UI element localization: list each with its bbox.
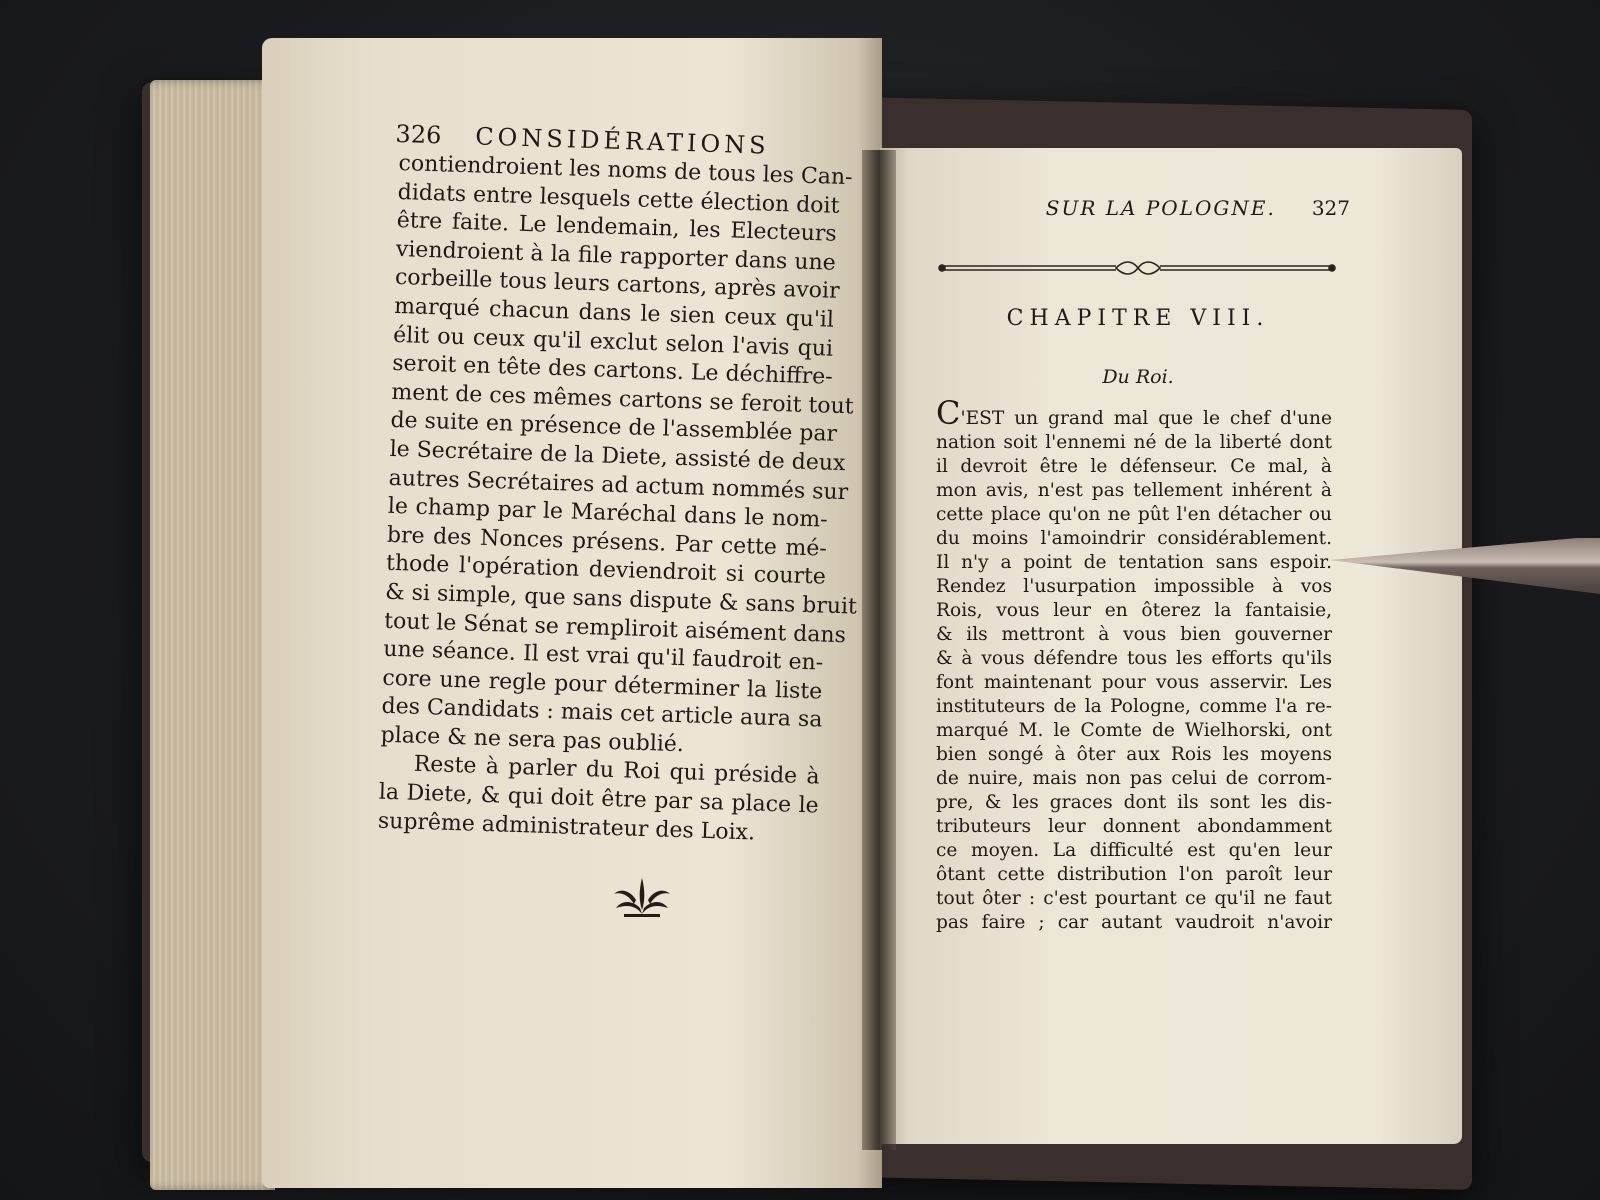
left-text-line: & si simple, que sans dispute & sans bruit — [384, 579, 858, 620]
drop-cap: C — [936, 394, 961, 432]
left-text-line: viendroient à la file rapporter dans une — [395, 236, 837, 276]
right-text-line: ce moyen. La difficulté est qu'en leur — [936, 840, 1332, 861]
left-text-line: le champ par le Maréchal dans le nom- — [387, 493, 829, 533]
left-text-line: bre des Nonces présens. Par cette mé- — [386, 522, 828, 562]
right-body — [936, 394, 1332, 935]
right-text-line: du moins l'amoindrir considérablement. — [936, 528, 1332, 549]
right-text-line: pre, & les graces dont ils sont les dis- — [936, 792, 1332, 813]
right-first-line — [936, 394, 1332, 432]
left-text-line: des Candidats : mais cet article aura sa — [381, 693, 823, 733]
book-gutter — [862, 150, 896, 1150]
right-text-line: cette place qu'on ne pût l'en détacher ou — [936, 504, 1332, 525]
page-edges — [150, 80, 275, 1190]
right-running-head — [936, 196, 1350, 220]
right-text-line: il devroit être le défenseur. Ce mal, à — [936, 456, 1332, 477]
left-text-line: tout le Sénat se rempliroit aisément dans — [383, 608, 847, 648]
left-text-line: Reste à parler du Roi qui préside à — [413, 752, 820, 790]
right-body-lines — [936, 431, 1332, 935]
right-text-line: Il n'y a point de tentation sans espoir. — [936, 552, 1332, 573]
right-text-line: nation soit l'ennemi né de la liberté dont — [936, 432, 1332, 453]
right-text-line: tout ôter : c'est pourtant ce qu'il ne faut — [936, 888, 1332, 909]
left-text-line: marqué chacun dans le sien ceux qu'il — [393, 293, 835, 333]
left-text-line: de suite en présence de l'assemblée par — [390, 408, 838, 448]
left-text-line: thode l'opération deviendroit si courte — [385, 551, 827, 590]
left-body — [377, 150, 858, 850]
right-text-line: marqué M. le Comte de Wielhorski, ont — [936, 720, 1332, 741]
left-text-line: ment de ces mêmes cartons se feroit tout — [391, 379, 854, 420]
right-text-line: & à vous défendre tous les efforts qu'ils — [936, 648, 1332, 669]
right-text-line: pas faire ; car autant vaudroit n'avoir — [936, 912, 1332, 933]
chapter-subtitle: Du Roi. — [1102, 366, 1174, 388]
left-text-line: seroit en tête des cartons. Le déchiffre- — [391, 351, 834, 390]
left-text-line: élit ou ceux qu'il exclut selon l'avis qui — [392, 322, 834, 362]
right-text-line: & ils mettront à vous bien gouverner — [936, 624, 1332, 645]
letter-opener-blade — [1330, 538, 1600, 598]
right-text-line: Rois, vous leur en ôterez la fantaisie, — [936, 600, 1332, 621]
left-text-line: être faite. Le lendemain, les Electeurs — [396, 208, 838, 247]
left-running-title: CONSIDÉRATIONS — [474, 122, 771, 160]
right-text-line: bien songé à ôter aux Rois les moyens — [936, 744, 1332, 765]
first-line-text: 'EST un grand mal que le chef d'une — [960, 408, 1332, 429]
left-text-line: une séance. Il est vrai qu'il faudroit en- — [382, 636, 824, 676]
left-page-number: 326 — [395, 119, 442, 150]
right-text-line: tributeurs leur donnent abondamment — [936, 816, 1332, 837]
left-text-line: la Diete, & qui doit être par sa place le — [378, 779, 820, 819]
left-text-line: place & ne sera pas oublié. — [380, 722, 685, 758]
right-text-line: Rendez l'usurpation impossible à vos — [936, 576, 1332, 597]
left-text-line: autres Secrétaires ad actum nommés sur — [388, 465, 849, 505]
right-header — [936, 196, 1350, 220]
right-running-title: SUR LA POLOGNE. — [1045, 196, 1276, 220]
right-text-line: mon avis, n'est pas tellement inhérent à — [936, 480, 1332, 501]
left-text-line: corbeille tous leurs cartons, après avoir — [394, 265, 840, 305]
left-text-line: core une regle pour déterminer la liste — [382, 665, 823, 705]
left-text-line: suprême administrateur des Loix. — [377, 808, 756, 846]
left-text-line: le Secrétaire de la Diete, assisté de deux — [389, 436, 846, 477]
left-text-line: contiendroient les noms de tous les Can- — [398, 150, 853, 191]
left-page-text — [377, 119, 858, 850]
right-page-number: 327 — [1311, 196, 1350, 220]
chapter-title: CHAPITRE VIII. — [1006, 306, 1270, 331]
right-text-line: instituteurs de la Pologne, comme l'a re- — [936, 696, 1332, 717]
headpiece-ornament-icon — [936, 258, 1340, 278]
right-text-line: font maintenant pour vous asservir. Les — [936, 672, 1332, 693]
right-text-line: ôtant cette distribution l'on paroît leur — [936, 864, 1332, 885]
fleuron-ornament-icon — [610, 870, 674, 922]
left-text-line: didats entre lesquels cette élection doit — [397, 179, 840, 219]
right-text-line: de nuire, mais non pas celui de corrom- — [936, 768, 1332, 789]
